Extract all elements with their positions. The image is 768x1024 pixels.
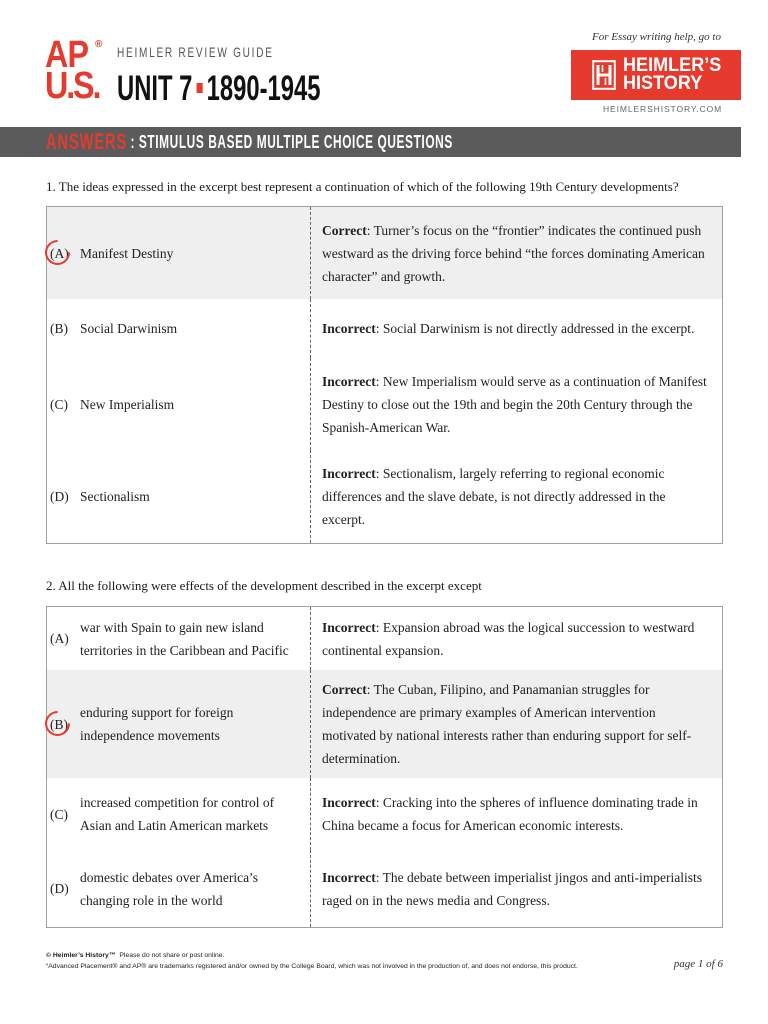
option-text: war with Spain to gain new island territories in the Caribbean and Pacific: [80, 619, 289, 658]
footer-line1: [46, 950, 578, 961]
section-banner: [0, 127, 741, 157]
option-letter: (B): [50, 321, 68, 336]
explanation-text: : Social Darwinism is not directly addressed in the excerpt.: [375, 321, 695, 336]
explanation-text: : Cracking into the spheres of influence dominating trade in China became a focus for American economic interests.: [322, 795, 698, 833]
correct-answer-circle: [40, 706, 75, 741]
page-title: [117, 71, 320, 106]
option-letter-wrap: [50, 485, 80, 508]
answer-explanation: [310, 299, 722, 358]
option-letter: (D): [50, 489, 69, 504]
option-text: increased competition for control of Asian and Latin American markets: [80, 795, 275, 833]
explanation-text: : The Cuban, Filipino, and Panamanian struggles for independence are primary examples of American intervention motivated by national interests rather than enduring support for self-determination.: [322, 682, 692, 766]
option-letter: (A): [50, 631, 69, 646]
answer-explanation: [310, 778, 722, 850]
answer-row: [47, 670, 722, 778]
verdict-label: Incorrect: [322, 795, 376, 810]
answer-option: [47, 299, 310, 358]
explanation-block: [322, 317, 711, 340]
option-letter: (A): [50, 245, 69, 261]
footer: [46, 950, 578, 972]
answer-row: [47, 850, 722, 927]
option-text: Manifest Destiny: [80, 245, 174, 261]
explanation-block: [322, 678, 711, 770]
answer-row: [47, 607, 722, 670]
unit-number: UNIT 7: [117, 69, 193, 108]
answer-option: [47, 207, 310, 299]
option-letter: (C): [50, 396, 68, 412]
verdict-label: Incorrect: [322, 619, 376, 635]
answer-option: [47, 670, 310, 778]
question-prompt: 1. The ideas expressed in the excerpt best represent a continuation of which of the following 19th Century developments?: [46, 179, 679, 194]
heimlers-history-logo[interactable]: [571, 50, 741, 100]
explanation-text: : Turner’s focus on the “frontier” indicates the continued push westward as the driving force behind “the forces dominating American character” and growth.: [322, 222, 705, 284]
answer-option: [47, 607, 310, 670]
answer-explanation: [310, 358, 722, 450]
answer-explanation: [310, 607, 722, 670]
explanation-block: [322, 616, 711, 662]
verdict-label: Incorrect: [322, 373, 376, 389]
option-letter: (D): [50, 881, 69, 896]
ap-logo-bottom: U.S.: [45, 65, 100, 107]
explanation-block: [322, 462, 711, 531]
answer-table: [46, 206, 723, 544]
trademark-notice: “Advanced Placement® and AP® are trademarks registered and/or owned by the College Board, which was not involved in the production of, and does not endorse, this product.: [46, 963, 578, 970]
option-text: enduring support for foreign independence movements: [80, 705, 234, 743]
answer-row: [47, 207, 722, 299]
essay-help-text: For Essay writing help, go to: [592, 31, 721, 43]
option-letter-wrap: [50, 627, 80, 650]
explanation-text: : New Imperialism would serve as a continuation of Manifest Destiny to close out the 19th and begin the 20th Century through the Spanish-American War.: [322, 373, 707, 435]
explanation-text: : Sectionalism, largely referring to regional economic differences and the slave debate, is not directly addressed in the excerpt.: [322, 466, 666, 527]
verdict-label: Correct: [322, 222, 367, 238]
option-letter-wrap: [50, 317, 80, 340]
option-letter-wrap: [50, 393, 80, 416]
banner-title: : STIMULUS BASED MULTIPLE CHOICE QUESTIONS: [130, 131, 453, 152]
question-prompt: 2. All the following were effects of the development described in the excerpt except: [46, 578, 482, 593]
option-text: New Imperialism: [80, 396, 175, 412]
guide-label: HEIMLER REVIEW GUIDE: [117, 44, 274, 60]
logo-text-line1: HEIMLER’S: [623, 54, 722, 76]
answer-row: [47, 299, 722, 358]
logo-text-line2: HISTORY: [623, 72, 703, 94]
answer-explanation: [310, 207, 722, 299]
title-separator: [196, 83, 202, 93]
verdict-label: Incorrect: [322, 321, 376, 336]
answer-explanation: [310, 670, 722, 778]
unit-years: 1890-1945: [206, 69, 321, 108]
page-number: page 1 of 6: [673, 958, 723, 970]
answer-row: [47, 778, 722, 850]
option-letter: (B): [50, 716, 68, 732]
option-letter-wrap: [50, 713, 80, 736]
explanation-text: : The debate between imperialist jingos and anti-imperialists raged on in the news media and Congress.: [322, 869, 703, 908]
answer-explanation: [310, 850, 722, 927]
explanation-text: : Expansion abroad was the logical succession to westward continental expansion.: [322, 619, 695, 658]
explanation-block: [322, 370, 711, 439]
verdict-label: Incorrect: [322, 869, 376, 885]
answer-table: [46, 606, 723, 928]
copyright-text: © Heimler’s History™: [46, 952, 116, 959]
banner-content: [46, 127, 453, 157]
answer-row: [47, 450, 722, 543]
correct-answer-circle: [40, 235, 75, 270]
answer-row: [47, 358, 722, 450]
explanation-block: [322, 791, 711, 837]
answer-option: [47, 358, 310, 450]
verdict-label: Incorrect: [322, 466, 376, 481]
option-text: Social Darwinism: [80, 321, 178, 336]
option-letter-wrap: [50, 877, 80, 900]
heimlers-history-h-icon: [592, 60, 616, 90]
option-letter-wrap: [50, 803, 80, 826]
verdict-label: Correct: [322, 682, 367, 697]
answer-explanation: [310, 450, 722, 543]
option-text: Sectionalism: [80, 489, 150, 504]
banner-answers-label: ANSWERS: [46, 129, 128, 154]
answer-option: [47, 778, 310, 850]
explanation-block: [322, 866, 711, 912]
ap-logo-top: AP: [45, 34, 89, 76]
option-letter: (C): [50, 806, 68, 822]
website-link[interactable]: HEIMLERSHISTORY.COM: [603, 104, 723, 114]
answer-option: [47, 450, 310, 543]
option-text: domestic debates over America’s changing role in the world: [80, 869, 259, 908]
answer-option: [47, 850, 310, 927]
share-notice: Please do not share or post online.: [119, 952, 225, 959]
explanation-block: [322, 219, 711, 288]
option-letter-wrap: [50, 242, 80, 265]
ap-registered-mark: ®: [95, 39, 103, 50]
